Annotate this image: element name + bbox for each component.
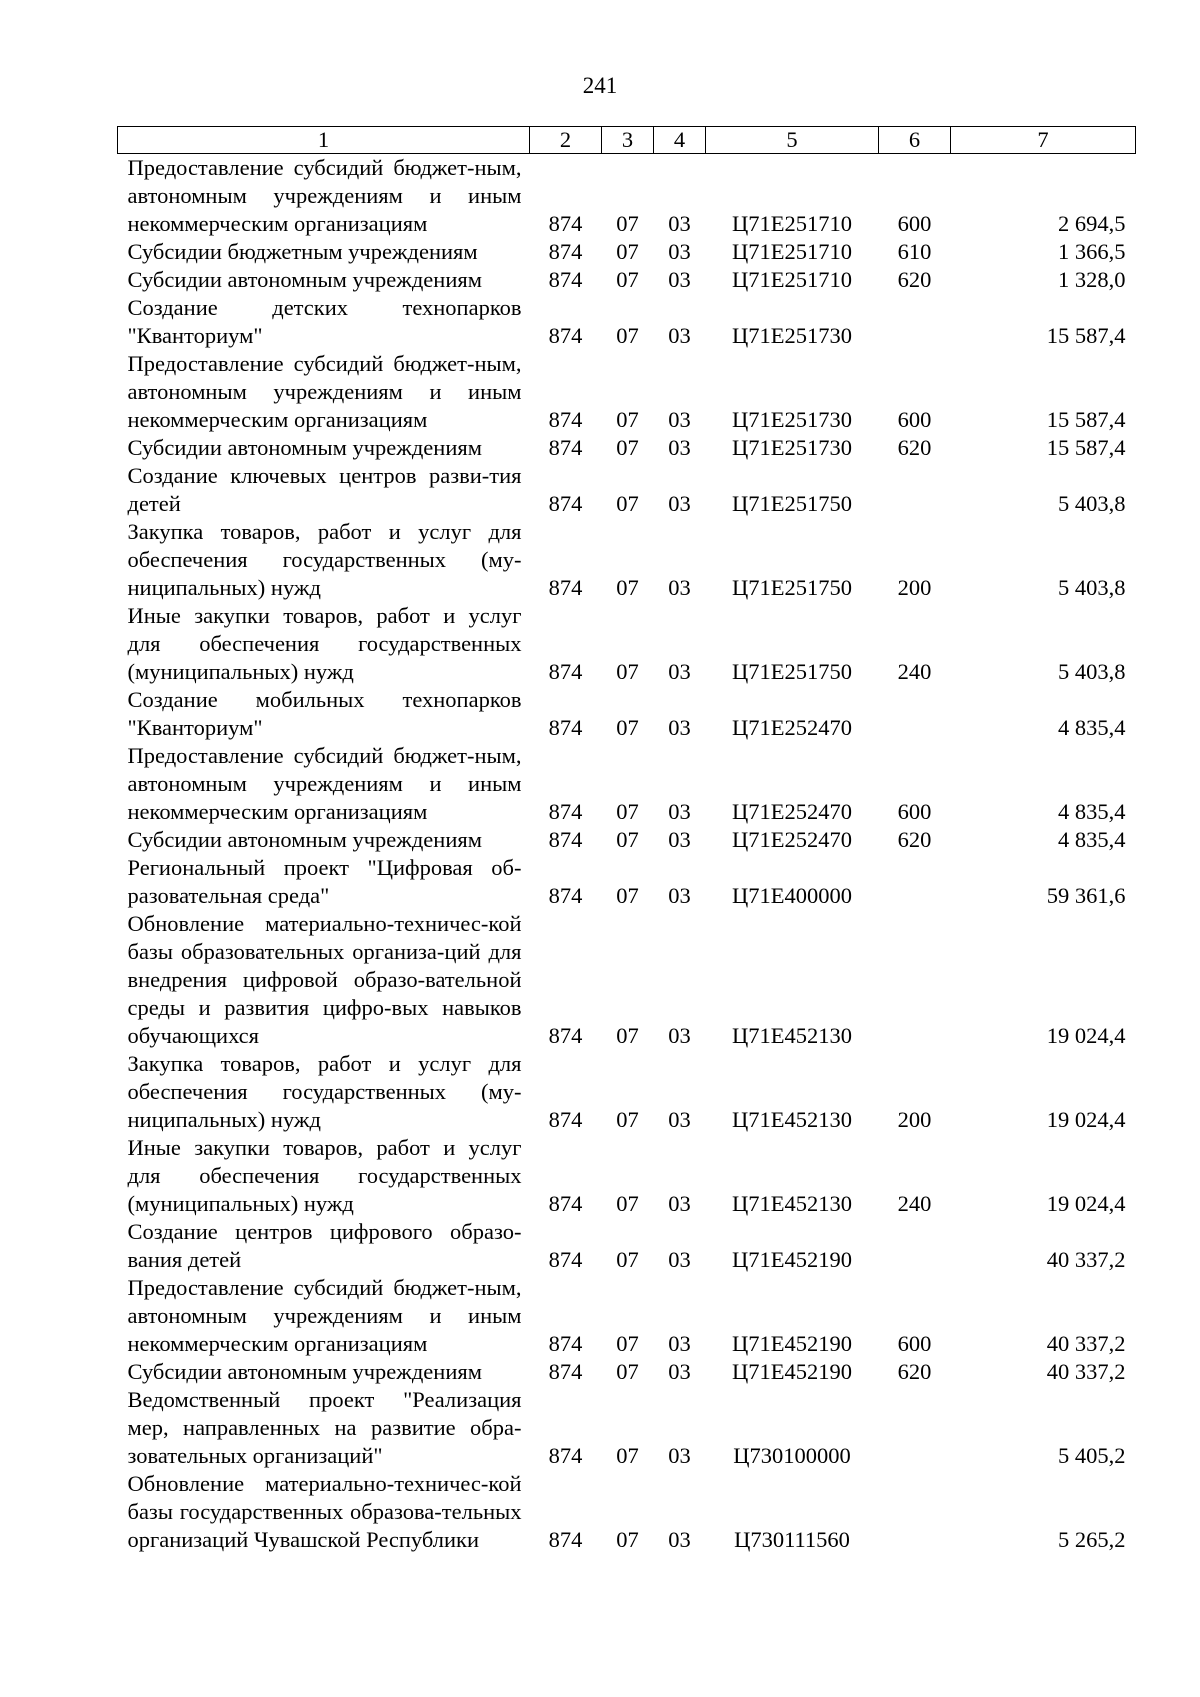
row-amount: 40 337,2 [1046,1331,1126,1356]
row-code-4: 03 [668,1107,691,1132]
row-code-4: 03 [668,239,691,264]
column-header-7: 7 [951,127,1136,154]
row-code-2: 874 [548,1527,583,1552]
row-target-article: Ц71Е251730 [732,323,852,348]
table-row [118,1386,1136,1470]
row-amount: 4 835,4 [1058,715,1126,740]
row-name: Обновление материально-техничес-кой базы государственных образова-тельных организаций Чувашской Республики [127,1471,522,1552]
table-row [118,266,1136,294]
row-name: Создание ключевых центров разви-тия детей [127,463,522,516]
row-code-4: 03 [668,323,691,348]
row-code-4: 03 [668,1247,691,1272]
row-code-2: 874 [548,575,583,600]
row-code-3: 07 [616,575,639,600]
row-code-3: 07 [616,239,639,264]
row-expense-type: 600 [897,799,932,824]
row-expense-type: 240 [897,659,932,684]
table-row [118,518,1136,602]
row-name: Субсидии автономным учреждениям [127,267,482,292]
page-number: 241 [582,73,618,98]
row-expense-type [879,1470,951,1554]
table-row [118,238,1136,266]
row-target-article: Ц730111560 [734,1527,850,1552]
row-code-3: 07 [616,659,639,684]
row-code-2: 874 [548,799,583,824]
table-row [118,686,1136,742]
row-code-3: 07 [616,1107,639,1132]
table-row [118,1358,1136,1386]
row-code-4: 03 [668,435,691,460]
row-target-article: Ц71Е251750 [732,659,852,684]
row-expense-type: 600 [897,1331,932,1356]
row-target-article: Ц71Е251710 [732,239,852,264]
row-target-article: Ц71Е251750 [732,491,852,516]
row-amount: 1 328,0 [1058,267,1126,292]
row-target-article: Ц71Е252470 [732,799,852,824]
column-header-3: 3 [602,127,654,154]
row-target-article: Ц71Е252470 [732,715,852,740]
row-name: Иные закупки товаров, работ и услуг для обеспечения государственных (муниципальных) нужд [127,1135,522,1216]
row-expense-type: 610 [897,239,932,264]
row-name: Предоставление субсидий бюджет-ным, автономным учреждениям и иным некоммерческим организациям [127,351,522,432]
row-target-article: Ц71Е452190 [732,1247,852,1272]
row-code-2: 874 [548,211,583,236]
column-header-5: 5 [706,127,879,154]
row-code-2: 874 [548,407,583,432]
budget-table [117,126,1136,1554]
table-row [118,434,1136,462]
row-expense-type [879,294,951,350]
row-expense-type: 620 [897,267,932,292]
row-code-4: 03 [668,1023,691,1048]
row-code-4: 03 [668,407,691,432]
row-code-3: 07 [616,1527,639,1552]
row-expense-type: 620 [897,435,932,460]
row-name: Субсидии бюджетным учреждениям [127,239,478,264]
row-code-4: 03 [668,575,691,600]
row-name: Субсидии автономным учреждениям [127,435,482,460]
row-amount: 2 694,5 [1058,211,1126,236]
row-code-2: 874 [548,239,583,264]
row-name: Предоставление субсидий бюджет-ным, автономным учреждениям и иным некоммерческим организациям [127,1275,522,1356]
row-expense-type: 200 [897,1107,932,1132]
row-code-4: 03 [668,1527,691,1552]
row-code-2: 874 [548,827,583,852]
row-name: Закупка товаров, работ и услуг для обеспечения государственных (му-ниципальных) нужд [127,519,522,600]
row-code-4: 03 [668,659,691,684]
row-name: Субсидии автономным учреждениям [127,1359,482,1384]
row-code-4: 03 [668,1191,691,1216]
row-name: Создание мобильных технопарков "Кванториум" [127,687,522,740]
row-code-4: 03 [668,491,691,516]
row-target-article: Ц71Е251730 [732,407,852,432]
row-code-4: 03 [668,799,691,824]
row-code-2: 874 [548,1359,583,1384]
row-expense-type [879,854,951,910]
row-code-2: 874 [548,1191,583,1216]
row-target-article: Ц71Е400000 [732,883,852,908]
table-row [118,350,1136,434]
row-code-3: 07 [616,1331,639,1356]
row-code-2: 874 [548,715,583,740]
header-row [118,127,1136,154]
row-code-2: 874 [548,659,583,684]
row-code-2: 874 [548,1247,583,1272]
row-amount: 40 337,2 [1046,1247,1126,1272]
row-code-3: 07 [616,1359,639,1384]
row-amount: 5 403,8 [1058,575,1126,600]
table-row [118,1470,1136,1554]
row-code-3: 07 [616,715,639,740]
row-name: Обновление материально-техничес-кой базы образовательных организа-ций для внедрения цифровой образо-вательной среды и развития цифро-вых навыков обучающихся [127,911,522,1048]
table-row [118,910,1136,1050]
row-name: Создание центров цифрового образо-вания детей [127,1219,522,1272]
row-target-article: Ц71Е251750 [732,575,852,600]
row-amount: 5 403,8 [1058,659,1126,684]
table-row [118,154,1136,239]
row-name: Иные закупки товаров, работ и услуг для обеспечения государственных (муниципальных) нужд [127,603,522,684]
row-amount: 1 366,5 [1058,239,1126,264]
column-header-2: 2 [530,127,602,154]
table-row [118,1274,1136,1358]
row-name: Предоставление субсидий бюджет-ным, автономным учреждениям и иным некоммерческим организациям [127,743,522,824]
table-row [118,462,1136,518]
row-code-2: 874 [548,1443,583,1468]
row-code-2: 874 [548,883,583,908]
row-code-4: 03 [668,883,691,908]
row-code-3: 07 [616,407,639,432]
row-expense-type [879,1218,951,1274]
row-amount: 15 587,4 [1046,323,1126,348]
row-expense-type: 200 [897,575,932,600]
row-expense-type [879,686,951,742]
row-code-2: 874 [548,1107,583,1132]
row-code-2: 874 [548,267,583,292]
row-name: Региональный проект "Цифровая об-разовательная среда" [127,855,522,908]
row-expense-type: 240 [897,1191,932,1216]
row-amount: 19 024,4 [1046,1023,1126,1048]
row-target-article: Ц71Е452190 [732,1359,852,1384]
row-code-4: 03 [668,1331,691,1356]
table-row [118,742,1136,826]
row-target-article: Ц730100000 [733,1443,851,1468]
row-code-4: 03 [668,1443,691,1468]
row-code-3: 07 [616,267,639,292]
row-code-4: 03 [668,715,691,740]
row-expense-type: 620 [897,1359,932,1384]
row-amount: 40 337,2 [1046,1359,1126,1384]
row-amount: 59 361,6 [1046,883,1126,908]
table-row [118,602,1136,686]
row-code-2: 874 [548,323,583,348]
row-code-3: 07 [616,211,639,236]
row-code-4: 03 [668,1359,691,1384]
row-code-3: 07 [616,827,639,852]
table-header [118,127,1136,154]
row-target-article: Ц71Е452130 [732,1107,852,1132]
row-code-4: 03 [668,827,691,852]
row-target-article: Ц71Е251710 [732,211,852,236]
column-header-1: 1 [118,127,530,154]
row-name: Создание детских технопарков "Кванториум" [127,295,522,348]
table-row [118,1050,1136,1134]
row-target-article: Ц71Е251730 [732,435,852,460]
row-code-4: 03 [668,267,691,292]
row-target-article: Ц71Е452130 [732,1191,852,1216]
row-name: Ведомственный проект "Реализация мер, направленных на развитие обра-зовательных организаций" [127,1387,522,1468]
row-amount: 5 405,2 [1058,1443,1126,1468]
table-row [118,826,1136,854]
table-row [118,1218,1136,1274]
row-code-2: 874 [548,1023,583,1048]
row-code-2: 874 [548,435,583,460]
column-header-4: 4 [654,127,706,154]
row-target-article: Ц71Е251710 [732,267,852,292]
row-amount: 15 587,4 [1046,407,1126,432]
row-expense-type [879,462,951,518]
row-code-3: 07 [616,435,639,460]
row-code-4: 03 [668,211,691,236]
column-header-6: 6 [879,127,951,154]
row-expense-type: 600 [897,211,932,236]
table-row [118,854,1136,910]
row-expense-type: 600 [897,407,932,432]
row-target-article: Ц71Е452190 [732,1331,852,1356]
row-amount: 4 835,4 [1058,799,1126,824]
row-code-3: 07 [616,1023,639,1048]
row-name: Предоставление субсидий бюджет-ным, автономным учреждениям и иным некоммерческим организациям [127,155,522,236]
row-code-2: 874 [548,1331,583,1356]
row-expense-type [879,1386,951,1470]
table-body [118,154,1136,1555]
row-amount: 5 265,2 [1058,1527,1126,1552]
row-expense-type [879,910,951,1050]
row-expense-type: 620 [897,827,932,852]
row-name: Субсидии автономным учреждениям [127,827,482,852]
row-code-3: 07 [616,799,639,824]
row-code-3: 07 [616,1247,639,1272]
row-amount: 15 587,4 [1046,435,1126,460]
row-code-3: 07 [616,491,639,516]
row-code-3: 07 [616,1443,639,1468]
table-row [118,294,1136,350]
row-amount: 5 403,8 [1058,491,1126,516]
row-amount: 19 024,4 [1046,1107,1126,1132]
row-amount: 4 835,4 [1058,827,1126,852]
row-name: Закупка товаров, работ и услуг для обеспечения государственных (му-ниципальных) нужд [127,1051,522,1132]
row-code-3: 07 [616,1191,639,1216]
table-row [118,1134,1136,1218]
row-code-3: 07 [616,883,639,908]
row-amount: 19 024,4 [1046,1191,1126,1216]
row-target-article: Ц71Е452130 [732,1023,852,1048]
row-code-3: 07 [616,323,639,348]
row-code-2: 874 [548,491,583,516]
row-target-article: Ц71Е252470 [732,827,852,852]
